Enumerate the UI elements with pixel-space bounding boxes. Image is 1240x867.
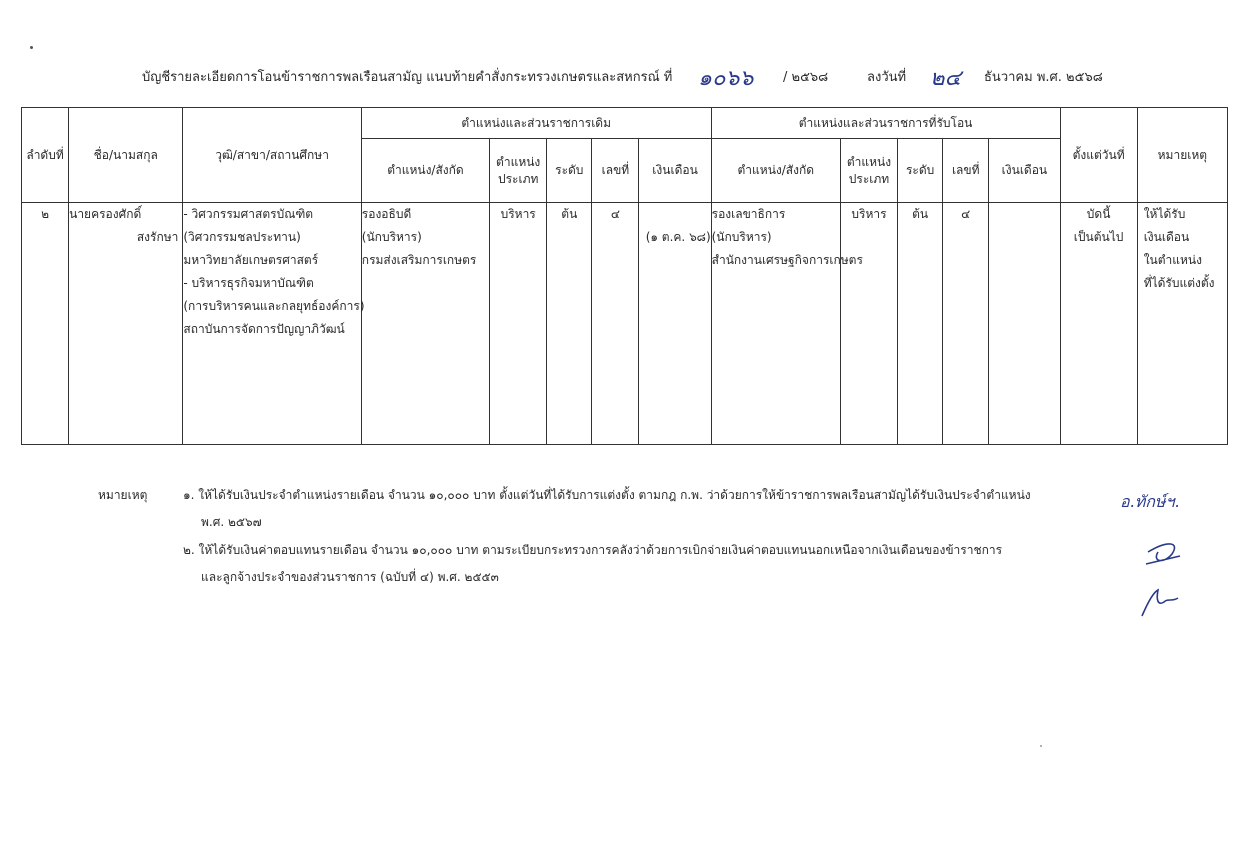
cell-education: - วิศวกรรมศาสตรบัณฑิต (วิศวกรรมชลประทาน) มหาวิทยาลัยเกษตรศาสตร์ - บริหารธุรกิจมหาบัณฑิต (การบริหารคนและกลยุทธ์องค์การ) สถาบันการจัดการปัญญาภิวัฒน์ — [183, 203, 361, 445]
day-handwritten: ๒๔ — [930, 66, 962, 91]
cell-old-type: บริหาร — [490, 203, 547, 445]
transfer-table — [21, 107, 1228, 445]
header-group-new: ตำแหน่งและส่วนราชการที่รับโอน — [711, 108, 1060, 139]
cell-effective: บัดนี้ เป็นต้นไป — [1060, 203, 1137, 445]
header-name: ชื่อ/นามสกุล — [69, 108, 183, 203]
note-1-line-1: ๑. ให้ได้รับเงินประจำตำแหน่งรายเดือน จำนวน ๑๐,๐๐๐ บาท ตั้งแต่วันที่ได้รับการแต่งตั้ง ตามกฎ ก.พ. ว่าด้วยการให้ข้าราชการพลเรือนสามัญได้รับเงินประจำตำแหน่ง — [183, 488, 1031, 502]
signature-marks — [1128, 532, 1228, 627]
document-title: บัญชีรายละเอียดการโอนข้าราชการพลเรือนสามัญ แนบท้ายคำสั่งกระทรวงเกษตรและสหกรณ์ ที่ — [142, 70, 673, 85]
cell-remark: ให้ได้รับ เงินเดือน ในตำแหน่ง ที่ได้รับแต่งตั้ง — [1137, 203, 1227, 445]
header-old-position: ตำแหน่ง/สังกัด — [361, 139, 489, 203]
cell-new-type: บริหาร — [840, 203, 897, 445]
cell-no: ๒ — [22, 203, 69, 445]
cell-old-number: ๔ — [592, 203, 639, 445]
date-label: ลงวันที่ — [867, 70, 907, 85]
header-old-level: ระดับ — [547, 139, 592, 203]
cell-new-position: รองเลขาธิการ (นักบริหาร) สำนักงานเศรษฐกิจการเกษตร — [711, 203, 840, 445]
note-2-line-1: ๒. ให้ได้รับเงินค่าตอบแทนรายเดือน จำนวน ๑๐,๐๐๐ บาท ตามระเบียบกระทรวงการคลังว่าด้วยการเบิกจ่ายเงินค่าตอบแทนนอกเหนือจากเงินเดือนของข้าราชการ — [183, 543, 1003, 557]
order-number-handwritten: ๑๐๖๖ — [698, 66, 754, 91]
order-year: / ๒๕๖๘ — [783, 70, 829, 85]
header-education: วุฒิ/สาขา/สถานศึกษา — [183, 108, 361, 203]
cell-new-salary — [989, 203, 1060, 445]
handwritten-initials: อ.ทักษ์ฯ. — [1120, 492, 1180, 511]
header-new-salary: เงินเดือน — [989, 139, 1060, 203]
note-1-line-2: พ.ศ. ๒๕๖๗ — [201, 515, 262, 529]
cell-new-number: ๔ — [943, 203, 989, 445]
header-new-type: ตำแหน่ง ประเภท — [840, 139, 897, 203]
cell-old-salary: (๑ ต.ค. ๖๘) — [639, 203, 711, 445]
month-year: ธันวาคม พ.ศ. ๒๕๖๘ — [984, 70, 1103, 85]
note-2-line-2: และลูกจ้างประจำของส่วนราชการ (ฉบับที่ ๔) พ.ศ. ๒๕๕๓ — [201, 570, 499, 584]
header-new-level: ระดับ — [898, 139, 943, 203]
header-effective: ตั้งแต่วันที่ — [1060, 108, 1137, 203]
table-row — [22, 203, 1228, 445]
header-old-salary: เงินเดือน — [639, 139, 711, 203]
scan-speck — [30, 46, 33, 49]
cell-old-position: รองอธิบดี (นักบริหาร) กรมส่งเสริมการเกษตร — [361, 203, 489, 445]
header-group-old: ตำแหน่งและส่วนราชการเดิม — [361, 108, 711, 139]
cell-name: นายครองศักดิ์ สงรักษา — [69, 203, 183, 445]
cell-new-level: ต้น — [898, 203, 943, 445]
header-new-number: เลขที่ — [943, 139, 989, 203]
header-remark: หมายเหตุ — [1137, 108, 1227, 203]
cell-old-level: ต้น — [547, 203, 592, 445]
header-no: ลำดับที่ — [22, 108, 69, 203]
header-old-type: ตำแหน่ง ประเภท — [490, 139, 547, 203]
notes-label: หมายเหตุ — [98, 488, 148, 502]
header-old-number: เลขที่ — [592, 139, 639, 203]
header-new-position: ตำแหน่ง/สังกัด — [711, 139, 840, 203]
scan-speck — [1040, 745, 1042, 747]
